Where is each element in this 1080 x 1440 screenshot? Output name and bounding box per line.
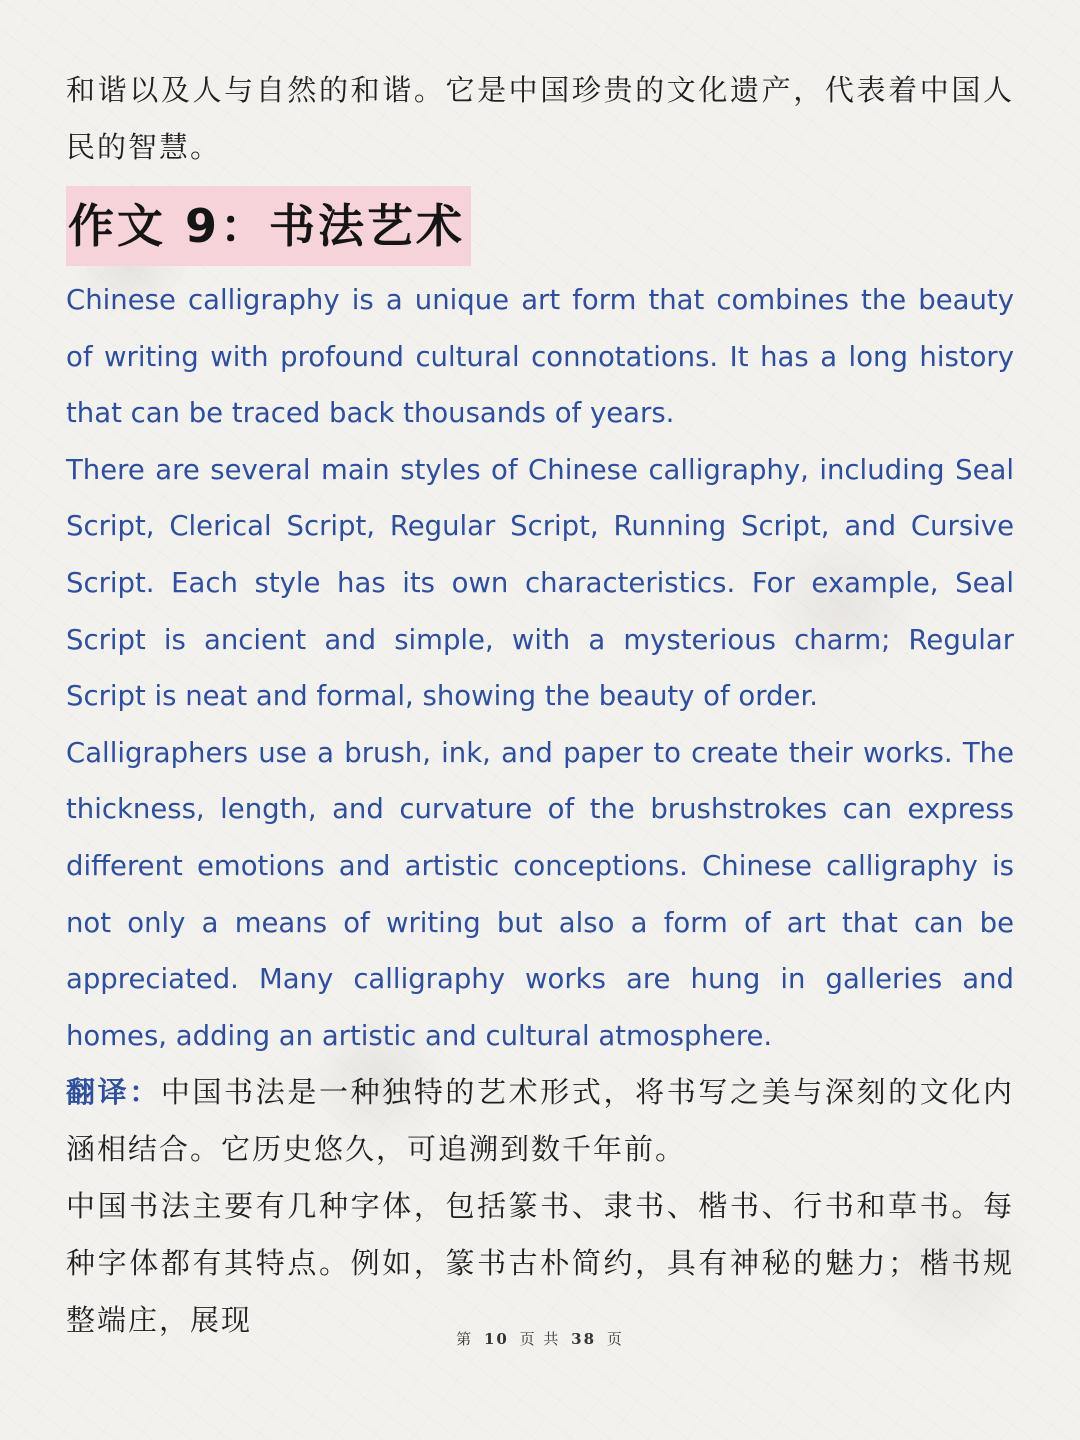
english-paragraph-2: There are several main styles of Chinese calligraphy, including Seal Script, Clerical Script, Regular Script, Running Script, and Cursive Script. Each style has its own characteristics. For example, Seal Script is ancient and simple, with a mysterious charm; Regular Script is neat and formal, showing the beauty of order. [66, 453, 1014, 713]
translation-text-1: 中国书法是一种独特的艺术形式，将书写之美与深刻的文化内涵相结合。它历史悠久，可追溯到数千年前。 [66, 1075, 1014, 1167]
footer-middle: 页 共 [519, 1330, 561, 1348]
essay-title: 作文 9：书法艺术 [66, 186, 471, 266]
essay-title-wrap [66, 186, 1014, 266]
footer-page-number: 10 [483, 1330, 509, 1348]
intro-chinese-text: 和谐以及人与自然的和谐。它是中国珍贵的文化遗产，代表着中国人民的智慧。 [66, 73, 1014, 164]
footer-total-pages: 38 [571, 1330, 597, 1348]
page-footer [0, 1328, 1080, 1349]
english-paragraph-1: Chinese calligraphy is a unique art form that combines the beauty of writing with profound cultural connotations. It has a long history that can be traced back thousands of years. [66, 284, 1014, 430]
translation-label: 翻译： [66, 1075, 161, 1110]
document-page [66, 62, 1014, 1349]
translation-paragraph-1 [66, 1064, 1014, 1178]
english-paragraph-3: Calligraphers use a brush, ink, and paper to create their works. The thickness, length, and curvature of the brushstrokes can express different emotions and artistic conceptions. Chinese calligraphy is not only a means of writing but also a form of art that can be appreciated. Many calligraphy works are hung in galleries and homes, adding an artistic and cultural atmosphere. [66, 736, 1014, 1052]
footer-suffix: 页 [606, 1330, 624, 1348]
footer-prefix: 第 [456, 1330, 474, 1348]
translation-paragraph-2: 中国书法主要有几种字体，包括篆书、隶书、楷书、行书和草书。每种字体都有其特点。例如，篆书古朴简约，具有神秘的魅力；楷书规整端庄，展现 [66, 1189, 1014, 1338]
